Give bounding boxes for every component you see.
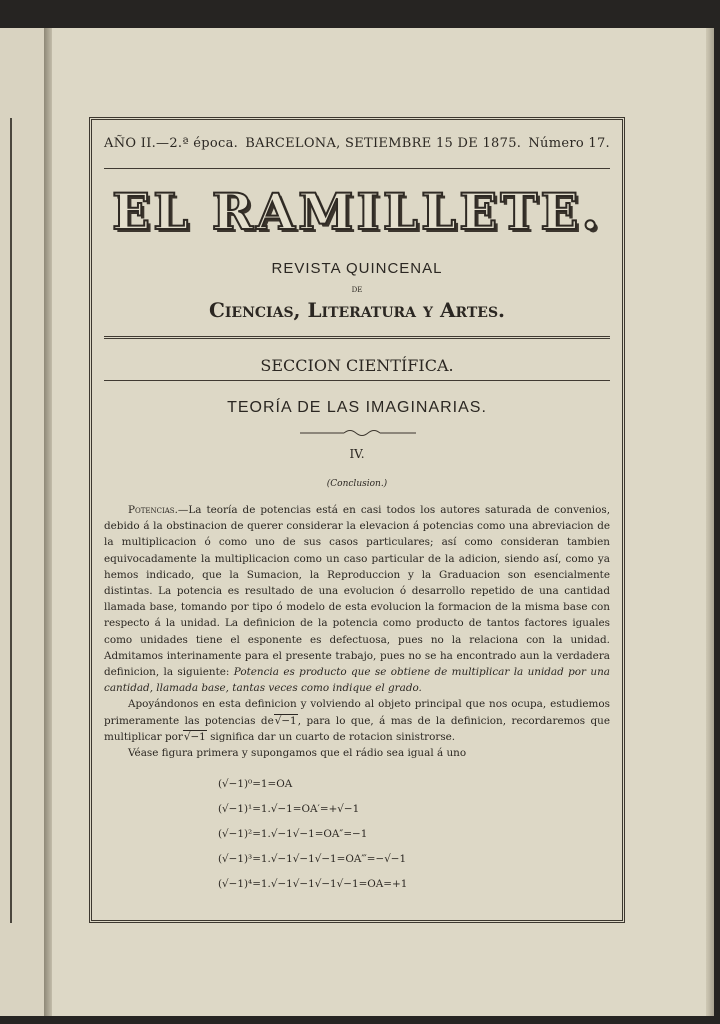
paragraph2-part2: , para lo que, á mas de la definicion, recordaremos que multiplicar por — [104, 714, 610, 743]
masthead-number: Número 17. — [528, 136, 610, 151]
paragraph2-part1: Apoyándonos en esta definicion y volviendo al objeto principal que nos ocupa, estudiemos primeramente las potencias de — [104, 698, 610, 727]
formula-line: (√−1)²=1.√−1√−1=OA″=−1 — [218, 828, 368, 840]
page-edge — [706, 28, 714, 1016]
chapter-number: IV. — [349, 447, 365, 461]
journal-subtitle-sciences: Ciencias, Literatura y Artes. — [208, 298, 506, 322]
formula-line: (√−1)⁰=1=OA — [218, 778, 293, 790]
journal-subtitle-de: DE — [351, 286, 363, 294]
radical-term: √−1 — [274, 714, 297, 727]
masthead-year: AÑO II.—2.ª época. — [104, 136, 239, 151]
paragraph-apoyandonos — [104, 696, 610, 745]
journal-title: EL RAMILLETE. — [112, 182, 602, 241]
potencia-definition: Potencia es producto que se obtiene de multiplicar la unidad por una cantidad, llamada base, tantas veces como indique el grado. — [104, 666, 610, 695]
formula-line: (√−1)¹=1.√−1=OA′=+√−1 — [218, 803, 360, 815]
formula-line: (√−1)³=1.√−1√−1√−1=OA‴=−√−1 — [218, 853, 407, 865]
paragraph-potencias — [104, 502, 610, 696]
radical-term-2: √−1 — [183, 730, 206, 743]
article-body — [104, 502, 610, 761]
formula-line: (√−1)⁴=1.√−1√−1√−1√−1=OA=+1 — [218, 878, 408, 890]
section-rule — [104, 380, 610, 381]
previous-page-edge — [0, 28, 49, 1016]
title-rule — [104, 336, 610, 339]
page-frame — [89, 117, 625, 923]
paragraph-lead: Potencias. — [128, 504, 178, 516]
article-title: TEORÍA DE LAS IMAGINARIAS. — [227, 399, 487, 416]
masthead-rule — [104, 168, 610, 169]
magazine-page — [52, 28, 714, 1016]
paragraph-text: —La teoría de potencias está en casi todos los autores saturada de convenios, debido á la obstinacion de querer considerar la elevacion á potencias como una abreviacion de la multiplicacion ó como uno de sus casos particulares; así como consideran tambien equivocadamente la multiplicacion como un caso particular de la adicion, siendo así, como ya hemos indicado, que la Sumacion, la Reproduccion y la Graduacion son esencialmente distintas. La potencia es resultado de una evolucion ó desarrollo repetido de una cantidad llamada base, tomando por tipo ó modelo de esta evolucion la formacion de la misma base con respecto á la unidad. La definicion de la potencia como producto de tantos factores iguales como unidades tiene el esponente es defectuosa, pues no la relaciona con la unidad. Admitamos interinamente para el presente trabajo, pues no se ha encontrado aun la verdadera definicion, la siguiente: — [104, 504, 610, 679]
masthead — [104, 136, 610, 151]
previous-page-frame-line — [0, 118, 12, 923]
paragraph2-part3: significa dar un cuarto de rotacion sinistrorse. — [206, 730, 456, 743]
formula-list — [218, 772, 407, 897]
masthead-place-date: BARCELONA, SETIEMBRE 15 DE 1875. — [245, 136, 522, 151]
section-heading: SECCION CIENTÍFICA. — [260, 356, 454, 375]
journal-subtitle: REVISTA QUINCENAL — [271, 260, 443, 277]
conclusion-label: (Conclusion.) — [326, 479, 388, 489]
ornament-divider — [300, 428, 416, 438]
figure-reference: Véase figura primera y supongamos que el rádio sea igual á uno — [128, 747, 467, 760]
